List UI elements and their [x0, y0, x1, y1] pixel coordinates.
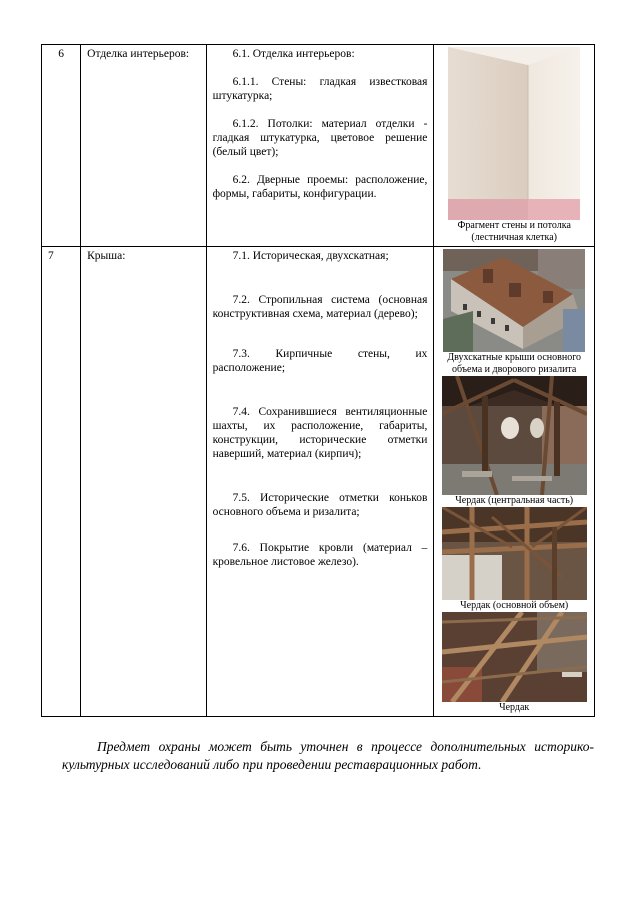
row-title: Отделка интерьеров: [81, 45, 206, 247]
photo-caption: Чердак (центральная часть) [455, 495, 574, 506]
roof-aerial-photo [443, 249, 585, 352]
photo-caption: Чердак [499, 702, 530, 713]
attic-central-photo [442, 376, 587, 495]
item-text: 6.1.2. Потолки: материал отделки - гладкая штукатурка, цветовое решение (белый цвет); [212, 118, 428, 158]
row-number: 7 [42, 247, 81, 717]
row-photos [434, 45, 595, 247]
item-text: 6.1. Отделка интерьеров: [232, 48, 355, 60]
item-text: 6.1.1. Стены: гладкая известковая штукатурка; [212, 76, 428, 102]
stair-wall-photo [448, 47, 580, 220]
item-text: 7.2. Стропильная система (основная конструктивная схема, материал (дерево); [212, 294, 428, 320]
item-text: 7.4. Сохранившиеся вентиляционные шахты, их расположение, габариты, конструкции, исторические отметки наверший, материал (кирпич); [212, 406, 428, 460]
item-text: 7.1. Историческая, двухскатная; [232, 250, 389, 262]
protection-table [41, 44, 595, 717]
row-description [206, 247, 434, 717]
row-photos [434, 247, 595, 717]
row-number: 6 [42, 45, 81, 247]
photo-caption: Двухскатные крыши основного объема и дворового ризалита [447, 352, 582, 375]
item-text: 7.6. Покрытие кровли (материал – кровельное листовое железо). [212, 542, 428, 568]
row-title: Крыша: [81, 247, 206, 717]
photo-caption: Чердак (основной объем) [460, 600, 569, 611]
attic-photo [442, 612, 587, 702]
photo-caption: Фрагмент стены и потолка (лестничная клетка) [457, 220, 571, 243]
footer-note: Предмет охраны может быть уточнен в процессе дополнительных историко-культурных исследований либо при проведении реставрационных работ. [62, 739, 594, 772]
item-text: 7.5. Исторические отметки коньков основного объема и ризалита; [212, 492, 428, 518]
row-description [206, 45, 434, 247]
attic-main-photo [442, 507, 587, 600]
item-text: 7.3. Кирпичные стены, их расположение; [212, 348, 428, 374]
table-row [42, 45, 595, 247]
item-text: 6.2. Дверные проемы: расположение, формы, габариты, конфигурации. [212, 174, 428, 200]
table-row [42, 247, 595, 717]
